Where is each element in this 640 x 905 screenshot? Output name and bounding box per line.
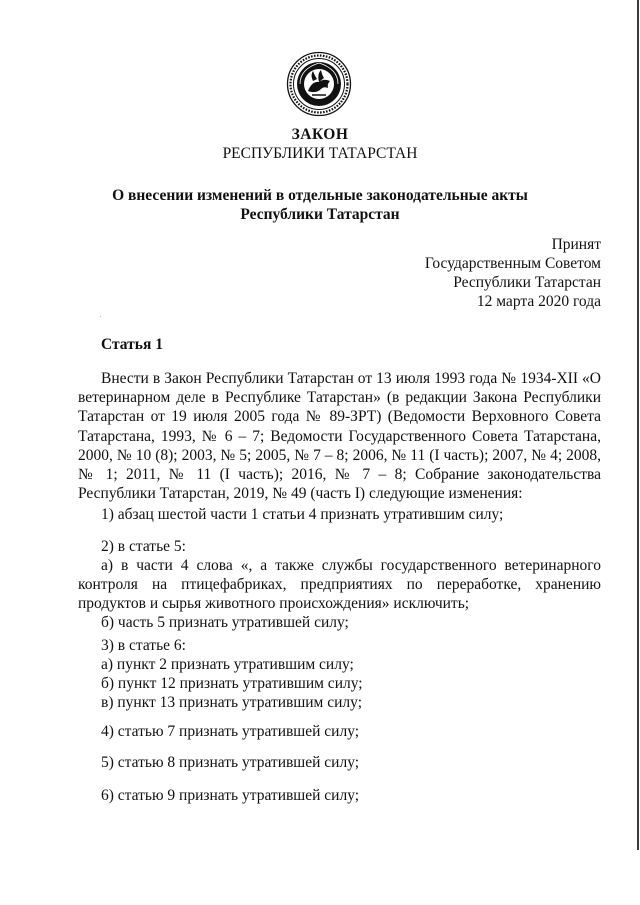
article-title: Статья 1 — [101, 336, 163, 353]
amendment-item-5: 5) статью 8 признать утратившей силу; — [101, 754, 360, 771]
document-title: ЗАКОН — [291, 126, 349, 143]
law-heading-line: Республики Татарстан — [240, 206, 400, 223]
adoption-line: Государственным Советом — [424, 255, 601, 272]
law-heading-line: О внесении изменений в отдельные законодательные акты — [112, 187, 528, 204]
amendment-item-2-heading: 2) в статье 5: — [101, 538, 186, 555]
amendment-item-3-heading: 3) в статье 6: — [101, 637, 186, 654]
document-subtitle: РЕСПУБЛИКИ ТАТАРСТАН — [222, 145, 418, 162]
amendment-item-3c: в) пункт 13 признать утратившим силу; — [101, 694, 363, 711]
amendment-item-4: 4) статью 7 признать утратившей силу; — [101, 723, 360, 740]
amendment-item-2b: б) часть 5 признать утратившей силу; — [101, 614, 349, 631]
adoption-line: Республики Татарстан — [453, 274, 601, 291]
article-intro-paragraph: Внести в Закон Республики Татарстан от 13 июля 1993 года № 1934-XII «О ветеринарном деле в Республике Татарстан» (в редакции Закона Республики Татарстан от 19 июля 2005 года № 89-ЗРТ) (Ведомости Верховного Совета Татарстана, 1993, № 6 – 7; Ведомости Государственного Совета Татарстана, 2000, № 10 (8); 2003, № 5; 2005, № 7 – 8; 2006, № 11 (I часть); 2007, № 4; 2008, № 1; 2011, № 11 (I часть); 2016, № 7 – 8; Собрание законодательства Республики Татарстан, 2019, № 49 (часть I) следующие изменения: — [78, 370, 601, 503]
law-heading — [0, 186, 640, 224]
adoption-date: 12 марта 2020 года — [476, 293, 601, 310]
scan-edge-line — [637, 0, 639, 850]
scan-speck — [100, 316, 101, 317]
amendment-item-2a: а) в части 4 слова «, а также службы государственного ветеринарного контроля на птицефабриках, предприятиях по переработке, хранению продуктов и сырья животного происхождения» исключить; — [78, 557, 601, 613]
adoption-line: Принят — [551, 236, 601, 253]
tatarstan-emblem-icon — [286, 51, 352, 117]
amendment-item-3b: б) пункт 12 признать утратившим силу; — [101, 675, 363, 692]
amendment-item-3a: а) пункт 2 признать утратившим силу; — [101, 656, 354, 673]
adoption-block — [425, 235, 601, 311]
amendment-item-6: 6) статью 9 признать утратившей силу; — [101, 787, 360, 804]
amendment-item-1: 1) абзац шестой части 1 статьи 4 признать утратившим силу; — [101, 506, 504, 523]
